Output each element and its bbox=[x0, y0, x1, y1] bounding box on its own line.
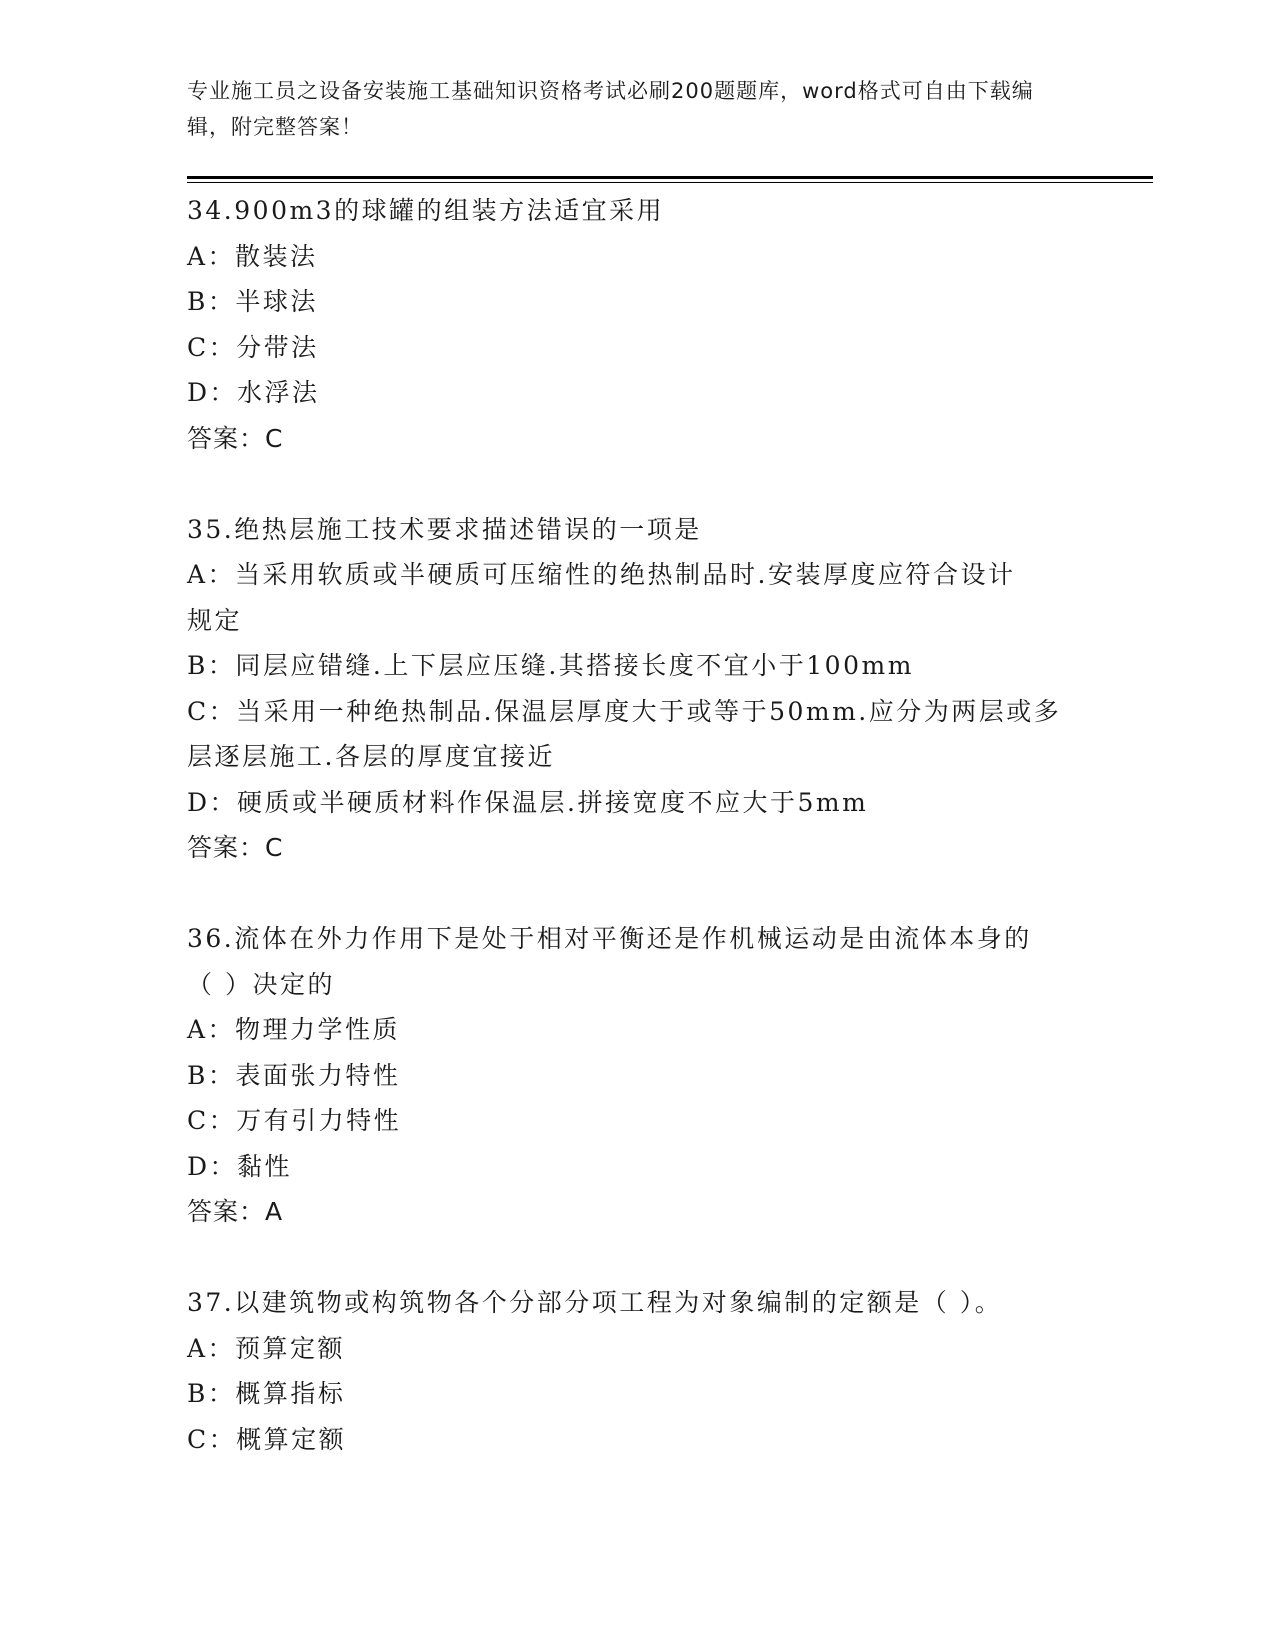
option-text: A：预算定额 bbox=[187, 1333, 346, 1363]
option-text: C：万有引力特性 bbox=[187, 1106, 402, 1135]
option-text: B：同层应错缝.上下层应压缝.其搭接长度不宜小于100mm bbox=[187, 651, 914, 680]
option-text: A：散装法 bbox=[187, 241, 318, 271]
question-block bbox=[187, 916, 1087, 1280]
option-text: D：硬质或半硬质材料作保温层.拼接宽度不应大于5mm bbox=[187, 787, 869, 817]
question-block bbox=[187, 1280, 1087, 1462]
option-text: 规定 bbox=[187, 605, 243, 635]
option-text: B：半球法 bbox=[187, 287, 318, 316]
option-text: B：概算指标 bbox=[187, 1379, 346, 1408]
option-text: C：当采用一种绝热制品.保温层厚度大于或等于50mm.应分为两层或多 bbox=[187, 696, 1062, 726]
question-list bbox=[187, 188, 1087, 1462]
question-text: 37.以建筑物或构筑物各个分部分项工程为对象编制的定额是（ ）。 bbox=[187, 1288, 1003, 1317]
option-text: B：表面张力特性 bbox=[187, 1060, 401, 1090]
answer-text: 答案：C bbox=[187, 423, 284, 453]
document-header: 专业施工员之设备安装施工基础知识资格考试必刷200题题库，word格式可自由下载编辑，附完整答案！ bbox=[187, 79, 1034, 139]
question-text: 35.绝热层施工技术要求描述错误的一项是 bbox=[187, 514, 702, 544]
question-block bbox=[187, 188, 1087, 507]
option-text: D：黏性 bbox=[187, 1151, 293, 1181]
question-block bbox=[187, 507, 1087, 917]
header-rule-thin bbox=[187, 182, 1153, 183]
question-text: 34.900m3的球罐的组装方法适宜采用 bbox=[187, 196, 665, 225]
question-spacer bbox=[187, 1235, 1087, 1281]
option-text: D：水浮法 bbox=[187, 378, 320, 407]
option-text: 层逐层施工.各层的厚度宜接近 bbox=[187, 742, 555, 771]
option-text: C：概算定额 bbox=[187, 1424, 347, 1454]
answer-text: 答案：A bbox=[187, 1197, 284, 1226]
question-text: （ ）决定的 bbox=[187, 969, 335, 999]
question-spacer bbox=[187, 871, 1087, 917]
option-text: A：物理力学性质 bbox=[187, 1015, 401, 1044]
option-text: C：分带法 bbox=[187, 332, 319, 362]
option-text: A：当采用软质或半硬质可压缩性的绝热制品时.安装厚度应符合设计 bbox=[187, 560, 1016, 589]
question-spacer bbox=[187, 461, 1087, 507]
question-text: 36.流体在外力作用下是处于相对平衡还是作机械运动是由流体本身的 bbox=[187, 924, 1032, 953]
header-rule-thick bbox=[187, 176, 1153, 179]
answer-text: 答案：C bbox=[187, 833, 284, 862]
